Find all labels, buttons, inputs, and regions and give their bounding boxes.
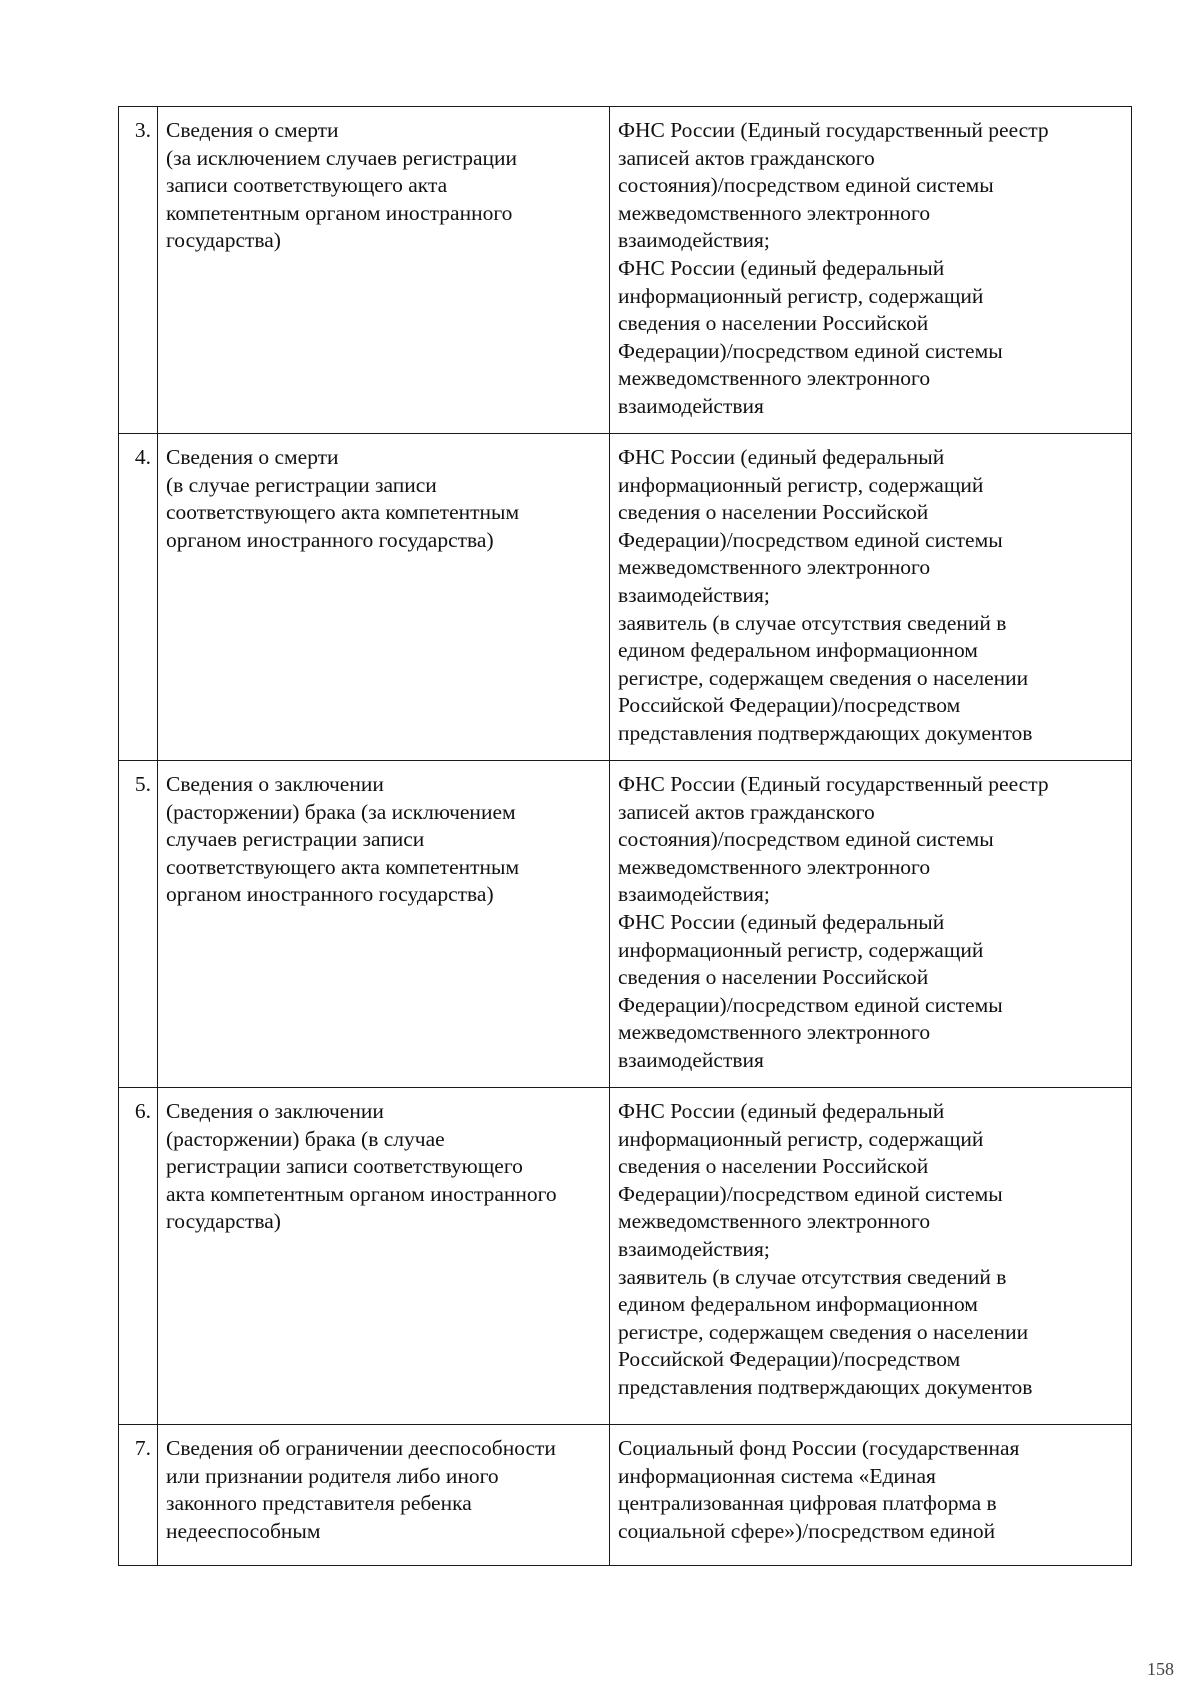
row-number: 3.: [119, 107, 158, 434]
row-description: Сведения о смерти (в случае регистрации записи соответствующего акта компетентным органом иностранного государства): [158, 434, 610, 761]
table-row: [119, 107, 1132, 434]
row-number: 7.: [119, 1425, 158, 1566]
table-row: [119, 1088, 1132, 1425]
row-source: ФНС России (Единый государственный реестр записей актов гражданского состояния)/посредством единой системы межведомственного электронного взаимодействия; ФНС России (единый федеральный информационный регистр, содержащий сведения о населении Российской Федерации)/посредством единой системы межведомственного электронного взаимодействия: [610, 761, 1132, 1088]
row-source: ФНС России (Единый государственный реестр записей актов гражданского состояния)/посредством единой системы межведомственного электронного взаимодействия; ФНС России (единый федеральный информационный регистр, содержащий сведения о населении Российской Федерации)/посредством единой системы межведомственного электронного взаимодействия: [610, 107, 1132, 434]
table-row: [119, 761, 1132, 1088]
row-source: ФНС России (единый федеральный информационный регистр, содержащий сведения о населении Российской Федерации)/посредством единой системы межведомственного электронного взаимодействия; заявитель (в случае отсутствия сведений в едином федеральном информационном регистре, содержащем сведения о населении Российской Федерации)/посредством представления подтверждающих документов: [610, 434, 1132, 761]
row-number: 6.: [119, 1088, 158, 1425]
row-number: 5.: [119, 761, 158, 1088]
row-description: Сведения о смерти (за исключением случаев регистрации записи соответствующего акта компетентным органом иностранного государства): [158, 107, 610, 434]
row-source: Социальный фонд России (государственная информационная система «Единая централизованная цифровая платформа в социальной сфере»)/посредством единой: [610, 1425, 1132, 1566]
table-row: [119, 434, 1132, 761]
row-description: Сведения об ограничении дееспособности или признании родителя либо иного законного представителя ребенка недееспособным: [158, 1425, 610, 1566]
table-row: [119, 1425, 1132, 1566]
page-number: 158: [1147, 1659, 1174, 1679]
row-number: 4.: [119, 434, 158, 761]
row-description: Сведения о заключении (расторжении) брака (в случае регистрации записи соответствующего акта компетентным органом иностранного государства): [158, 1088, 610, 1425]
row-source: ФНС России (единый федеральный информационный регистр, содержащий сведения о населении Российской Федерации)/посредством единой системы межведомственного электронного взаимодействия; заявитель (в случае отсутствия сведений в едином федеральном информационном регистре, содержащем сведения о населении Российской Федерации)/посредством представления подтверждающих документов: [610, 1088, 1132, 1425]
row-description: Сведения о заключении (расторжении) брака (за исключением случаев регистрации записи соответствующего акта компетентным органом иностранного государства): [158, 761, 610, 1088]
data-sources-table: [118, 106, 1132, 1566]
